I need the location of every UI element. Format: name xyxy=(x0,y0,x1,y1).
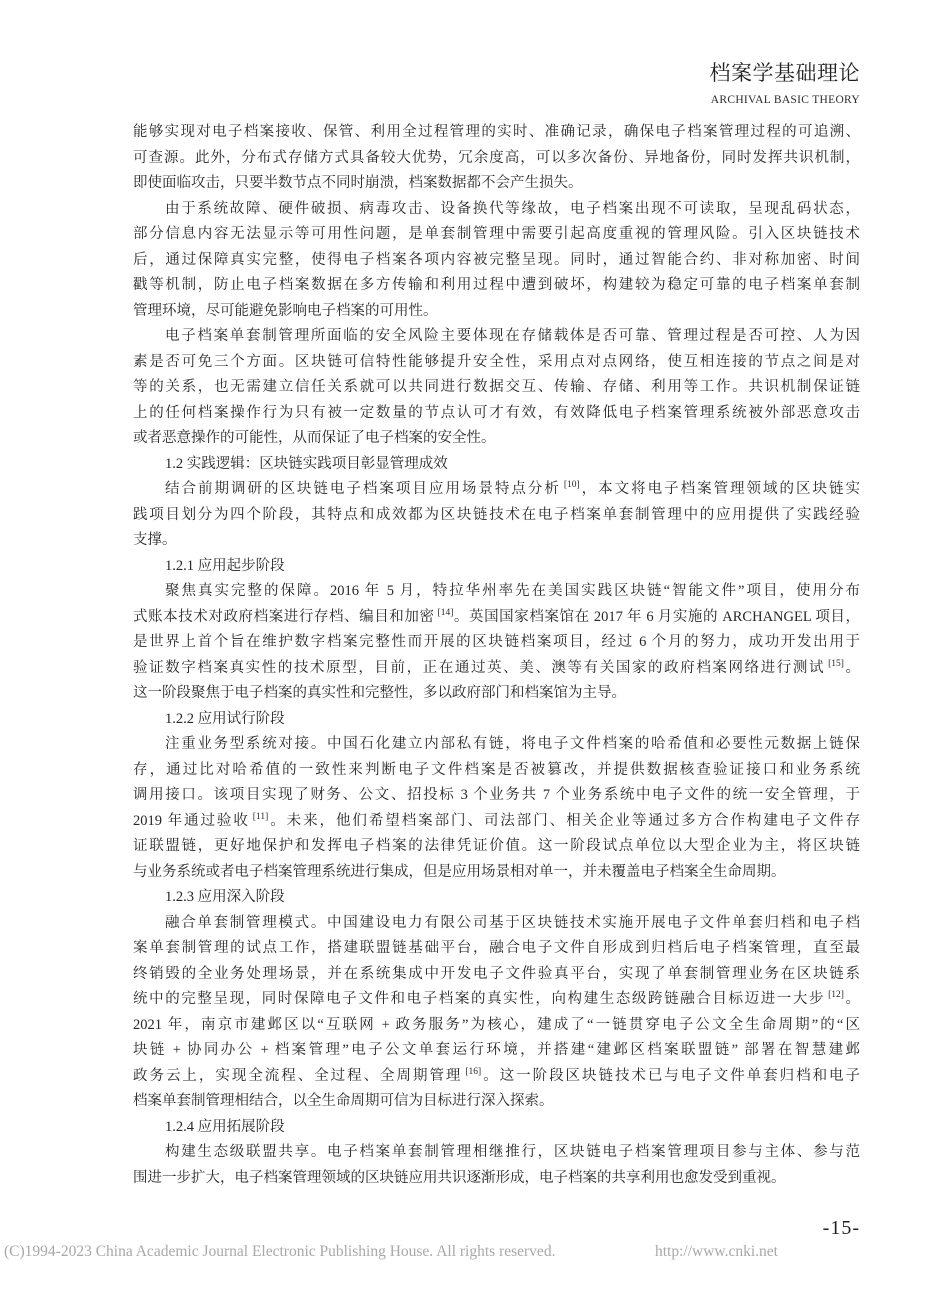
text-line: 围进一步扩大，电子档案管理领域的区块链应用共识逐渐形成，电子档案的共享利用也愈发受到重视。 xyxy=(133,1169,786,1186)
text-segment: 政务云上，实现全流程、全过程、全周期管理 xyxy=(133,1067,463,1084)
text-line: 存，通过比对哈希值的一致性来判断电子文件档案是否被篡改，并提供数据核查验证接口和业务系统 xyxy=(133,761,860,778)
citation-superscript: [15] xyxy=(828,658,844,669)
text-line: 后，通过保障真实完整，使得电子档案各项内容被完整呈现。同时，通过智能合约、非对称加密、时间 xyxy=(133,251,860,268)
subsection-heading: 1.2.4 应用拓展阶段 xyxy=(165,1118,285,1135)
text-line: 构建生态级联盟共享。电子档案单套制管理相继推行，区块链电子档案管理项目参与主体、参与范 xyxy=(165,1144,860,1160)
text-line: 上的任何档案操作行为只有被一定数量的节点认可才有效，有效降低电子档案管理系统被外部恶意攻击 xyxy=(133,404,860,421)
footer-copyright: (C)1994-2023 China Academic Journal Electronic Publishing House. All rights reserved. xyxy=(4,1243,556,1260)
text-line: 这一阶段聚焦于电子档案的真实性和完整性，多以政府部门和档案馆为主导。 xyxy=(133,685,626,701)
text-line xyxy=(133,605,860,631)
text-segment: 。这一阶段区块链技术已与电子文件单套归档和电子 xyxy=(481,1067,861,1084)
footer-url: http://www.cnki.net xyxy=(655,1243,778,1260)
text-line: 调用接口。该项目实现了财务、公文、招投标 3 个业务共 7 个业务系统中电子文件的统一安全管理，于 xyxy=(133,787,860,803)
text-line: 戳等机制，防止电子档案数据在多方传输和利用过程中遭到破坏，构建较为稳定可靠的电子档案单套制 xyxy=(133,277,860,293)
citation-superscript: [14] xyxy=(437,607,454,618)
text-line: 档案单套制管理相结合，以全生命周期可信为目标进行深入探索。 xyxy=(133,1093,554,1109)
text-line xyxy=(133,987,860,1013)
text-line: 是世界上首个旨在维护数字档案完整性而开展的区块链档案项目，经过 6 个月的努力，成功开发出用于 xyxy=(133,634,860,650)
text-line: 践项目划分为四个阶段，其特点和成效都为区块链技术在电子档案单套制管理中的应用提供了实践经验 xyxy=(133,506,860,523)
citation-superscript: [10] xyxy=(563,480,580,490)
text-line: 部分信息内容无法显示等可用性问题，是单套制管理中需要引起高度重视的管理风险。引入区块链技术 xyxy=(133,226,860,242)
text-line: 即使面临攻击，只要半数节点不同时崩溃，档案数据都不会产生损失。 xyxy=(133,175,583,191)
text-line xyxy=(133,809,860,835)
subsection-heading: 1.2.1 应用起步阶段 xyxy=(165,557,285,574)
citation-superscript: [16] xyxy=(465,1066,482,1077)
citation-superscript: [11] xyxy=(252,811,269,822)
text-segment: ，本文将电子档案管理领域的区块链实 xyxy=(579,481,861,497)
text-line: 与业务系统或者电子档案管理系统进行集成，但是应用场景相对单一，并未覆盖电子档案全生命周期。 xyxy=(133,863,786,880)
text-segment: 统中的完整呈现，同时保障电子文件和电子档案的真实性，向构建生态级跨链融合目标迈进一大步 xyxy=(133,991,826,1007)
text-segment: 。未来，他们希望档案部门、司法部门、相关企业等通过多方合作构建电子文件存 xyxy=(268,812,861,829)
text-line: 等的关系，也无需建立信任关系就可以共同进行数据交互、传输、存储、利用等工作。共识机制保证链 xyxy=(133,379,860,395)
section-heading: 1.2 实践逻辑：区块链实践项目彰显管理成效 xyxy=(165,455,448,472)
page-number: -15- xyxy=(822,1217,860,1239)
text-segment: 2019 年通过验收 xyxy=(133,812,250,829)
text-line: 由于系统故障、硬件破损、病毒攻击、设备换代等缘故，电子档案出现不可读取，呈现乱码状态， xyxy=(165,200,860,217)
text-line: 电子档案单套制管理所面临的安全风险主要体现在存储载体是否可靠、管理过程是否可控、人为因 xyxy=(165,328,860,344)
text-segment: 验证数字档案真实性的技术原型，目前，正在通过英、美、澳等有关国家的政府档案网络进行测试 xyxy=(133,659,826,676)
text-line: 素是否可免三个方面。区块链可信特性能够提升安全性，采用点对点网络，使互相连接的节点之间是对 xyxy=(133,353,860,370)
text-line: 可查源。此外，分布式存储方式具备较大优势，冗余度高，可以多次备份、异地备份，同时发挥共识机制， xyxy=(133,149,860,166)
article-body xyxy=(133,120,860,1191)
text-line: 聚焦真实完整的保障。2016 年 5 月，特拉华州率先在美国实践区块链“智能文件”项目，使用分布 xyxy=(165,583,860,599)
text-segment: 。 xyxy=(843,991,861,1007)
text-line: 案单套制管理的试点工作，搭建联盟链基础平台，融合电子文件自形成到归档后电子档案管理，直至最 xyxy=(133,940,860,956)
text-line: 注重业务型系统对接。中国石化建立内部私有链，将电子文件档案的哈希值和必要性元数据上链保 xyxy=(165,736,860,752)
text-line: 终销毁的全业务处理场景，并在系统集成中开发电子文件验真平台，实现了单套制管理业务在区块链系 xyxy=(133,965,860,982)
text-line: 2021 年，南京市建邺区以“互联网 + 政务服务”为核心，建成了“一链贯穿电子公文全生命周期”的“区 xyxy=(133,1016,860,1033)
subsection-heading: 1.2.3 应用深入阶段 xyxy=(165,889,285,905)
text-line: 支撑。 xyxy=(133,532,177,548)
text-line: 证联盟链，更好地保护和发挥电子档案的法律凭证价值。这一阶段试点单位以大型企业为主，将区块链 xyxy=(133,838,860,854)
text-line: 或者恶意操作的可能性，从而保证了电子档案的安全性。 xyxy=(133,430,496,446)
text-segment: 结合前期调研的区块链电子档案项目应用场景特点分析 xyxy=(165,481,561,497)
text-segment: 式账本技术对政府档案进行存档、编目和加密 xyxy=(133,608,435,625)
text-segment: 。 xyxy=(843,659,861,676)
citation-superscript: [12] xyxy=(828,990,844,1000)
text-segment: 。英国国家档案馆在 2017 年 6 月实施的 ARCHANGEL 项目， xyxy=(453,608,861,625)
text-line xyxy=(133,1064,860,1090)
text-line xyxy=(133,477,860,503)
running-header-title: 档案学基础理论 xyxy=(709,61,860,85)
text-line: 能够实现对电子档案接收、保管、利用全过程管理的实时、准确记录，确保电子档案管理过程的可追溯、 xyxy=(133,124,860,140)
text-line xyxy=(133,656,860,682)
running-header-subtitle: ARCHIVAL BASIC THEORY xyxy=(710,94,860,106)
text-line: 融合单套制管理模式。中国建设电力有限公司基于区块链技术实施开展电子文件单套归档和电子档 xyxy=(165,914,860,931)
text-line: 管理环境，尽可能避免影响电子档案的可用性。 xyxy=(133,302,438,319)
text-line: 块链 + 协同办公 + 档案管理”电子公文单套运行环境，并搭建“建邺区档案联盟链” 部署在智慧建邺 xyxy=(133,1042,860,1058)
subsection-heading: 1.2.2 应用试行阶段 xyxy=(165,710,285,727)
